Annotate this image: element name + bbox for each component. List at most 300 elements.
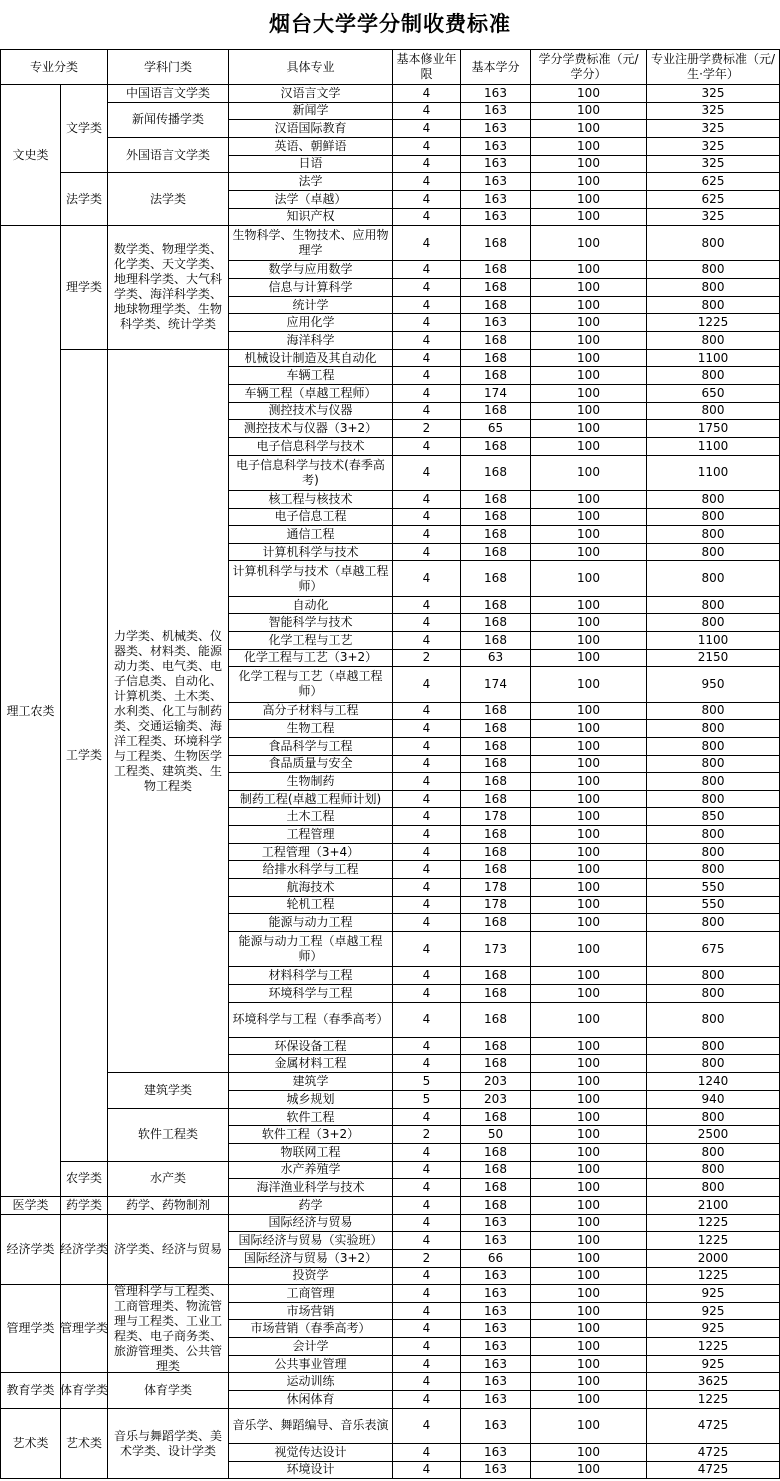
major-name: 音乐学、舞蹈编导、音乐表演	[229, 1408, 393, 1443]
fee-per-credit-cell: 100	[531, 279, 647, 297]
credits-cell: 168	[461, 1055, 531, 1073]
years-cell: 4	[393, 85, 461, 103]
major-name: 计算机科学与技术	[229, 543, 393, 561]
years-cell: 4	[393, 279, 461, 297]
years-cell: 4	[393, 1214, 461, 1232]
reg-fee-cell: 800	[647, 967, 780, 985]
category-cell	[1, 1196, 61, 1214]
years-cell: 4	[393, 1108, 461, 1126]
major-name: 工程管理（3+4）	[229, 843, 393, 861]
fee-per-credit-cell: 100	[531, 984, 647, 1002]
years-cell: 4	[393, 226, 461, 261]
reg-fee-cell: 800	[647, 561, 780, 596]
reg-fee-cell: 1750	[647, 420, 780, 438]
reg-fee-cell: 625	[647, 173, 780, 191]
years-cell: 2	[393, 1249, 461, 1267]
reg-fee-cell: 1225	[647, 314, 780, 332]
discipline-cell	[108, 1373, 229, 1408]
years-cell: 4	[393, 596, 461, 614]
credits-cell: 168	[461, 702, 531, 720]
fee-per-credit-cell: 100	[531, 1461, 647, 1479]
table-row	[1, 349, 780, 367]
credits-cell: 168	[461, 755, 531, 773]
category-cell	[1, 1214, 61, 1285]
years-cell: 4	[393, 1196, 461, 1214]
reg-fee-cell: 800	[647, 737, 780, 755]
years-cell: 4	[393, 120, 461, 138]
fee-per-credit-cell: 100	[531, 1179, 647, 1197]
reg-fee-cell: 1225	[647, 1214, 780, 1232]
years-cell: 4	[393, 1037, 461, 1055]
discipline-cell	[108, 1161, 229, 1196]
reg-fee-cell: 800	[647, 861, 780, 879]
years-cell: 4	[393, 861, 461, 879]
credits-cell: 168	[461, 1002, 531, 1037]
years-cell: 4	[393, 843, 461, 861]
subcategory-label: 文学类	[65, 121, 102, 136]
major-name: 环境科学与工程（春季高考）	[229, 1002, 393, 1037]
reg-fee-cell: 800	[647, 790, 780, 808]
discipline-cell	[108, 85, 229, 103]
credits-cell: 174	[461, 667, 531, 702]
fee-per-credit-cell: 100	[531, 1249, 647, 1267]
fee-per-credit-cell: 100	[531, 1037, 647, 1055]
subcategory-cell	[61, 226, 108, 350]
years-cell: 4	[393, 102, 461, 120]
years-cell: 4	[393, 526, 461, 544]
fee-per-credit-cell: 100	[531, 614, 647, 632]
reg-fee-cell: 325	[647, 137, 780, 155]
credits-cell: 163	[461, 173, 531, 191]
fee-per-credit-cell: 100	[531, 896, 647, 914]
table-row	[1, 85, 780, 103]
reg-fee-cell: 800	[647, 720, 780, 738]
subcategory-cell	[61, 85, 108, 173]
major-name: 软件工程（3+2）	[229, 1126, 393, 1144]
reg-fee-cell: 800	[647, 543, 780, 561]
reg-fee-cell: 325	[647, 208, 780, 226]
table-row	[1, 1408, 780, 1443]
credits-cell: 168	[461, 826, 531, 844]
major-name: 工程管理	[229, 826, 393, 844]
credits-cell: 203	[461, 1073, 531, 1091]
reg-fee-cell: 3625	[647, 1373, 780, 1391]
credits-cell: 168	[461, 632, 531, 650]
category-label: 理工农类	[6, 703, 55, 718]
major-name: 环境科学与工程	[229, 984, 393, 1002]
table-row	[1, 1161, 780, 1179]
years-cell: 5	[393, 1091, 461, 1109]
major-name: 能源与动力工程	[229, 914, 393, 932]
years-cell: 4	[393, 173, 461, 191]
fee-per-credit-cell: 100	[531, 120, 647, 138]
years-cell: 2	[393, 1126, 461, 1144]
discipline-cell	[108, 349, 229, 1073]
years-cell: 4	[393, 967, 461, 985]
subcategory-label: 农学类	[65, 1171, 102, 1186]
credits-cell: 163	[461, 1408, 531, 1443]
credits-cell: 163	[461, 1373, 531, 1391]
fee-per-credit-cell: 100	[531, 1338, 647, 1356]
subcategory-cell	[61, 1373, 108, 1408]
major-name: 信息与计算科学	[229, 279, 393, 297]
years-cell: 4	[393, 773, 461, 791]
reg-fee-cell: 675	[647, 931, 780, 966]
fee-per-credit-cell: 100	[531, 332, 647, 350]
table-body	[1, 85, 780, 1479]
reg-fee-cell: 4725	[647, 1444, 780, 1462]
category-cell	[1, 226, 61, 1197]
fee-per-credit-cell: 100	[531, 1232, 647, 1250]
credits-cell: 163	[461, 190, 531, 208]
fee-per-credit-cell: 100	[531, 861, 647, 879]
credits-cell: 168	[461, 773, 531, 791]
discipline-label: 软件工程类	[137, 1127, 198, 1142]
credits-cell: 163	[461, 314, 531, 332]
major-name: 法学	[229, 173, 393, 191]
fee-per-credit-cell: 100	[531, 1091, 647, 1109]
years-cell: 4	[393, 261, 461, 279]
credits-cell: 168	[461, 790, 531, 808]
major-name: 生物制药	[229, 773, 393, 791]
credits-cell: 163	[461, 1444, 531, 1462]
credits-cell: 168	[461, 490, 531, 508]
discipline-cell	[108, 1108, 229, 1161]
years-cell: 4	[393, 332, 461, 350]
reg-fee-cell: 800	[647, 490, 780, 508]
fee-per-credit-cell: 100	[531, 561, 647, 596]
years-cell: 4	[393, 914, 461, 932]
fee-per-credit-cell: 100	[531, 437, 647, 455]
major-name: 化学工程与工艺（卓越工程师）	[229, 667, 393, 702]
fee-per-credit-cell: 100	[531, 1320, 647, 1338]
credits-cell: 168	[461, 455, 531, 490]
discipline-label: 药学、药物制剂	[125, 1197, 210, 1212]
header-credits: 基本学分	[461, 50, 531, 85]
years-cell: 4	[393, 702, 461, 720]
years-cell: 4	[393, 314, 461, 332]
reg-fee-cell: 800	[647, 1037, 780, 1055]
major-name: 药学	[229, 1196, 393, 1214]
reg-fee-cell: 1100	[647, 632, 780, 650]
reg-fee-cell: 950	[647, 667, 780, 702]
major-name: 智能科学与技术	[229, 614, 393, 632]
fee-per-credit-cell: 100	[531, 1285, 647, 1303]
years-cell: 4	[393, 349, 461, 367]
years-cell: 4	[393, 1391, 461, 1409]
discipline-cell	[108, 1073, 229, 1108]
years-cell: 4	[393, 1408, 461, 1443]
table-row	[1, 102, 780, 120]
credits-cell: 163	[461, 1267, 531, 1285]
major-name: 市场营销	[229, 1302, 393, 1320]
reg-fee-cell: 800	[647, 261, 780, 279]
fee-per-credit-cell: 100	[531, 1055, 647, 1073]
reg-fee-cell: 325	[647, 102, 780, 120]
reg-fee-cell: 1100	[647, 349, 780, 367]
major-name: 生物科学、生物技术、应用物理学	[229, 226, 393, 261]
fee-per-credit-cell: 100	[531, 367, 647, 385]
fee-per-credit-cell: 100	[531, 1196, 647, 1214]
reg-fee-cell: 800	[647, 1055, 780, 1073]
fee-per-credit-cell: 100	[531, 402, 647, 420]
fee-per-credit-cell: 100	[531, 1143, 647, 1161]
reg-fee-cell: 800	[647, 614, 780, 632]
reg-fee-cell: 325	[647, 85, 780, 103]
reg-fee-cell: 800	[647, 826, 780, 844]
reg-fee-cell: 800	[647, 508, 780, 526]
reg-fee-cell: 800	[647, 402, 780, 420]
major-name: 测控技术与仪器	[229, 402, 393, 420]
reg-fee-cell: 2100	[647, 1196, 780, 1214]
years-cell: 4	[393, 1338, 461, 1356]
credits-cell: 63	[461, 649, 531, 667]
credits-cell: 168	[461, 914, 531, 932]
reg-fee-cell: 800	[647, 1179, 780, 1197]
fee-per-credit-cell: 100	[531, 420, 647, 438]
major-name: 电子信息工程	[229, 508, 393, 526]
fee-per-credit-cell: 100	[531, 649, 647, 667]
credits-cell: 168	[461, 367, 531, 385]
credits-cell: 168	[461, 226, 531, 261]
major-name: 电子信息科学与技术	[229, 437, 393, 455]
reg-fee-cell: 925	[647, 1302, 780, 1320]
reg-fee-cell: 1225	[647, 1267, 780, 1285]
major-name: 能源与动力工程（卓越工程师）	[229, 931, 393, 966]
reg-fee-cell: 800	[647, 296, 780, 314]
years-cell: 4	[393, 1461, 461, 1479]
reg-fee-cell: 325	[647, 155, 780, 173]
table-row	[1, 1214, 780, 1232]
discipline-label: 外国语言文学类	[125, 147, 210, 162]
reg-fee-cell: 625	[647, 190, 780, 208]
major-name: 汉语国际教育	[229, 120, 393, 138]
major-name: 会计学	[229, 1338, 393, 1356]
discipline-label: 数学类、物理学类、化学类、天文学类、地理科学类、大气科学类、海洋科学类、地球物理学类、生物科学类、统计学类	[113, 242, 222, 332]
fee-per-credit-cell: 100	[531, 1444, 647, 1462]
years-cell: 4	[393, 543, 461, 561]
fee-per-credit-cell: 100	[531, 790, 647, 808]
years-cell: 4	[393, 720, 461, 738]
major-name: 轮机工程	[229, 896, 393, 914]
discipline-label: 中国语言文学类	[125, 85, 210, 100]
discipline-cell	[108, 137, 229, 172]
major-name: 机械设计制造及其自动化	[229, 349, 393, 367]
fee-per-credit-cell: 100	[531, 137, 647, 155]
fee-per-credit-cell: 100	[531, 1073, 647, 1091]
header-major: 具体专业	[229, 50, 393, 85]
fee-per-credit-cell: 100	[531, 1408, 647, 1443]
credits-cell: 168	[461, 967, 531, 985]
major-name: 环境设计	[229, 1461, 393, 1479]
fee-per-credit-cell: 100	[531, 755, 647, 773]
major-name: 运动训练	[229, 1373, 393, 1391]
reg-fee-cell: 325	[647, 120, 780, 138]
subcategory-label: 体育学类	[60, 1383, 109, 1398]
major-name: 国际经济与贸易	[229, 1214, 393, 1232]
years-cell: 4	[393, 1355, 461, 1373]
credits-cell: 163	[461, 85, 531, 103]
major-name: 水产养殖学	[229, 1161, 393, 1179]
years-cell: 4	[393, 137, 461, 155]
years-cell: 4	[393, 808, 461, 826]
credits-cell: 163	[461, 1302, 531, 1320]
fee-per-credit-cell: 100	[531, 1126, 647, 1144]
category-cell	[1, 1408, 61, 1479]
category-cell	[1, 1373, 61, 1408]
major-name: 化学工程与工艺	[229, 632, 393, 650]
years-cell: 4	[393, 367, 461, 385]
years-cell: 4	[393, 296, 461, 314]
credits-cell: 168	[461, 861, 531, 879]
discipline-cell	[108, 1196, 229, 1214]
credits-cell: 168	[461, 437, 531, 455]
major-name: 电子信息科学与技术(春季高考)	[229, 455, 393, 490]
fee-per-credit-cell: 100	[531, 1391, 647, 1409]
reg-fee-cell: 1225	[647, 1338, 780, 1356]
credits-cell: 168	[461, 332, 531, 350]
fee-per-credit-cell: 100	[531, 85, 647, 103]
reg-fee-cell: 800	[647, 526, 780, 544]
years-cell: 4	[393, 1055, 461, 1073]
credits-cell: 168	[461, 596, 531, 614]
years-cell: 4	[393, 1302, 461, 1320]
major-name: 新闻学	[229, 102, 393, 120]
credits-cell: 163	[461, 208, 531, 226]
major-name: 工商管理	[229, 1285, 393, 1303]
years-cell: 4	[393, 667, 461, 702]
major-name: 汉语言文学	[229, 85, 393, 103]
reg-fee-cell: 2500	[647, 1126, 780, 1144]
years-cell: 4	[393, 737, 461, 755]
years-cell: 4	[393, 1267, 461, 1285]
fee-per-credit-cell: 100	[531, 702, 647, 720]
fee-per-credit-cell: 100	[531, 190, 647, 208]
fee-per-credit-cell: 100	[531, 720, 647, 738]
fee-per-credit-cell: 100	[531, 808, 647, 826]
credits-cell: 163	[461, 1355, 531, 1373]
credits-cell: 168	[461, 296, 531, 314]
header-row	[1, 50, 780, 85]
discipline-cell	[108, 1214, 229, 1285]
reg-fee-cell: 925	[647, 1320, 780, 1338]
category-label: 经济学类	[6, 1241, 55, 1256]
credits-cell: 163	[461, 1214, 531, 1232]
major-name: 航海技术	[229, 879, 393, 897]
reg-fee-cell: 800	[647, 1143, 780, 1161]
subcategory-cell	[61, 1161, 108, 1196]
major-name: 统计学	[229, 296, 393, 314]
credits-cell: 168	[461, 843, 531, 861]
major-name: 市场营销（春季高考）	[229, 1320, 393, 1338]
subcategory-label: 理学类	[65, 279, 102, 294]
major-name: 休闲体育	[229, 1391, 393, 1409]
reg-fee-cell: 1225	[647, 1232, 780, 1250]
subcategory-label: 法学类	[65, 191, 102, 206]
reg-fee-cell: 925	[647, 1355, 780, 1373]
credits-cell: 163	[461, 137, 531, 155]
credits-cell: 173	[461, 931, 531, 966]
fee-per-credit-cell: 100	[531, 737, 647, 755]
reg-fee-cell: 650	[647, 385, 780, 403]
years-cell: 4	[393, 490, 461, 508]
years-cell: 4	[393, 790, 461, 808]
subcategory-cell	[61, 173, 108, 226]
major-name: 英语、朝鲜语	[229, 137, 393, 155]
major-name: 测控技术与仪器（3+2）	[229, 420, 393, 438]
credits-cell: 163	[461, 1320, 531, 1338]
credits-cell: 168	[461, 349, 531, 367]
fee-per-credit-cell: 100	[531, 490, 647, 508]
fee-per-credit-cell: 100	[531, 596, 647, 614]
fee-per-credit-cell: 100	[531, 155, 647, 173]
discipline-cell	[108, 226, 229, 350]
major-name: 国际经济与贸易（实验班）	[229, 1232, 393, 1250]
subcategory-label: 经济学类	[60, 1241, 109, 1256]
credits-cell: 178	[461, 896, 531, 914]
credits-cell: 168	[461, 543, 531, 561]
fee-per-credit-cell: 100	[531, 1302, 647, 1320]
fee-per-credit-cell: 100	[531, 508, 647, 526]
years-cell: 4	[393, 190, 461, 208]
credits-cell: 163	[461, 1461, 531, 1479]
major-name: 软件工程	[229, 1108, 393, 1126]
fee-per-credit-cell: 100	[531, 526, 647, 544]
header-category: 专业分类	[1, 50, 108, 85]
reg-fee-cell: 800	[647, 1161, 780, 1179]
reg-fee-cell: 4725	[647, 1408, 780, 1443]
fee-per-credit-cell: 100	[531, 632, 647, 650]
credits-cell: 168	[461, 614, 531, 632]
fee-per-credit-cell: 100	[531, 967, 647, 985]
table-row	[1, 1108, 780, 1126]
credits-cell: 168	[461, 508, 531, 526]
years-cell: 2	[393, 649, 461, 667]
years-cell: 4	[393, 1285, 461, 1303]
credits-cell: 163	[461, 1285, 531, 1303]
discipline-label: 济学类、经济与贸易	[113, 1241, 222, 1256]
reg-fee-cell: 1225	[647, 1391, 780, 1409]
major-name: 高分子材料与工程	[229, 702, 393, 720]
years-cell: 4	[393, 155, 461, 173]
fee-per-credit-cell: 100	[531, 1355, 647, 1373]
major-name: 车辆工程（卓越工程师）	[229, 385, 393, 403]
credits-cell: 163	[461, 1338, 531, 1356]
fee-per-credit-cell: 100	[531, 1161, 647, 1179]
category-label: 教育学类	[6, 1383, 55, 1398]
subcategory-cell	[61, 349, 108, 1161]
years-cell: 4	[393, 931, 461, 966]
fee-per-credit-cell: 100	[531, 173, 647, 191]
fee-per-credit-cell: 100	[531, 296, 647, 314]
table-row	[1, 1196, 780, 1214]
header-fee-per-credit: 学分学费标准（元/学分）	[531, 50, 647, 85]
years-cell: 4	[393, 508, 461, 526]
reg-fee-cell: 800	[647, 596, 780, 614]
major-name: 建筑学	[229, 1073, 393, 1091]
table-row	[1, 1373, 780, 1391]
major-name: 通信工程	[229, 526, 393, 544]
major-name: 公共事业管理	[229, 1355, 393, 1373]
fee-per-credit-cell: 100	[531, 773, 647, 791]
years-cell: 4	[393, 984, 461, 1002]
subcategory-label: 工学类	[65, 747, 102, 762]
credits-cell: 178	[461, 808, 531, 826]
reg-fee-cell: 800	[647, 755, 780, 773]
major-name: 海洋渔业科学与技术	[229, 1179, 393, 1197]
credits-cell: 168	[461, 1179, 531, 1197]
reg-fee-cell: 800	[647, 332, 780, 350]
